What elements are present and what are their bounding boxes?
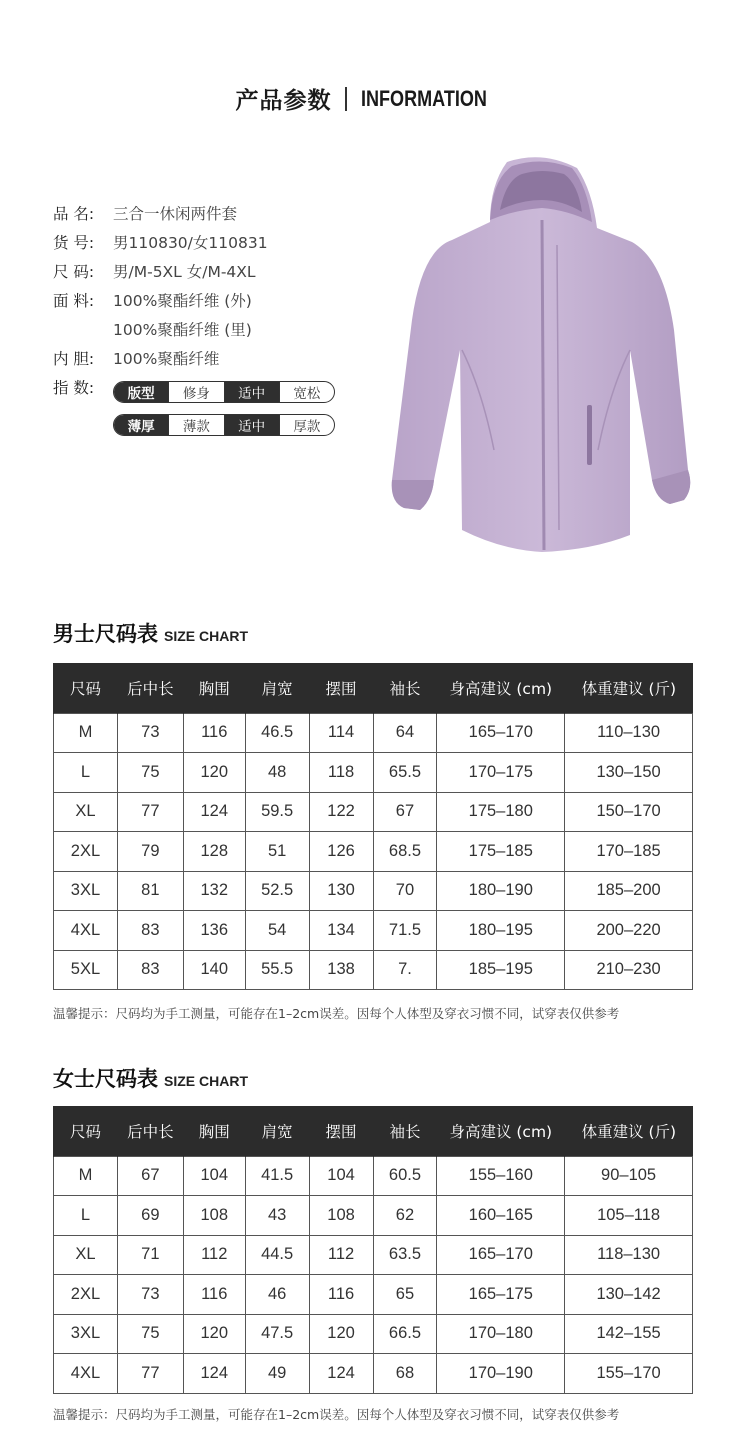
index-pill-option: 宽松 <box>279 382 334 402</box>
table-row <box>54 753 693 793</box>
table-row <box>54 1275 693 1315</box>
table-cell: 170–180 <box>437 1314 565 1354</box>
table-cell: M <box>54 1156 118 1196</box>
spec-value <box>113 287 373 345</box>
table-cell: XL <box>54 792 118 832</box>
table-cell: 60.5 <box>373 1156 437 1196</box>
women-title-en: SIZE CHART <box>164 1073 248 1089</box>
table-cell: 170–175 <box>437 753 565 793</box>
table-row <box>54 792 693 832</box>
table-cell: 75 <box>117 753 183 793</box>
table-cell: 120 <box>183 753 245 793</box>
women-size-table <box>53 1106 693 1394</box>
table-cell: L <box>54 753 118 793</box>
table-cell: 126 <box>309 832 373 872</box>
table-cell: 136 <box>183 911 245 951</box>
index-label: 指 数: <box>53 379 95 397</box>
index-row <box>53 376 373 447</box>
table-cell: 67 <box>373 792 437 832</box>
table-cell: 104 <box>183 1156 245 1196</box>
column-header: 身高建议 (cm) <box>437 663 565 713</box>
table-cell: 124 <box>183 792 245 832</box>
table-cell: 165–170 <box>437 1235 565 1275</box>
table-cell: 175–180 <box>437 792 565 832</box>
men-title-en: SIZE CHART <box>164 628 248 644</box>
table-cell: 185–195 <box>437 950 565 990</box>
table-cell: 67 <box>117 1156 183 1196</box>
spec-row <box>53 229 373 258</box>
table-cell: 90–105 <box>565 1156 693 1196</box>
men-size-note: 温馨提示：尺码均为手工测量，可能存在1–2cm误差。因每个人体型及穿衣习惯不同，试穿表仅供参考 <box>53 1006 620 1021</box>
page-header <box>0 82 750 114</box>
table-cell: 120 <box>183 1314 245 1354</box>
spec-value <box>113 229 373 258</box>
column-header: 摆围 <box>309 663 373 713</box>
spec-value-line: 男110830/女110831 <box>113 234 268 252</box>
table-header-row <box>54 663 693 713</box>
table-row <box>54 871 693 911</box>
table-cell: 112 <box>183 1235 245 1275</box>
table-row <box>54 713 693 753</box>
table-cell: 118–130 <box>565 1235 693 1275</box>
table-cell: 48 <box>245 753 309 793</box>
table-row <box>54 1354 693 1394</box>
column-header: 肩宽 <box>245 663 309 713</box>
table-header-row <box>54 1106 693 1156</box>
table-cell: 46.5 <box>245 713 309 753</box>
table-cell: 5XL <box>54 950 118 990</box>
table-cell: 73 <box>117 713 183 753</box>
index-pill-name: 薄厚 <box>114 415 168 435</box>
table-cell: 44.5 <box>245 1235 309 1275</box>
table-cell: 160–165 <box>437 1196 565 1236</box>
table-cell: 66.5 <box>373 1314 437 1354</box>
table-cell: 2XL <box>54 832 118 872</box>
table-cell: 65.5 <box>373 753 437 793</box>
index-pill-option: 适中 <box>224 382 279 402</box>
table-cell: 4XL <box>54 911 118 951</box>
index-pill <box>113 414 335 436</box>
index-pills <box>113 381 335 447</box>
table-cell: 46 <box>245 1275 309 1315</box>
table-row <box>54 832 693 872</box>
table-cell: 68 <box>373 1354 437 1394</box>
table-cell: 3XL <box>54 871 118 911</box>
table-cell: 210–230 <box>565 950 693 990</box>
table-cell: 122 <box>309 792 373 832</box>
table-cell: L <box>54 1196 118 1236</box>
table-cell: 77 <box>117 792 183 832</box>
spec-row <box>53 287 373 345</box>
column-header: 肩宽 <box>245 1106 309 1156</box>
jacket-image <box>382 150 694 570</box>
table-cell: 54 <box>245 911 309 951</box>
table-cell: 130 <box>309 871 373 911</box>
table-cell: 124 <box>309 1354 373 1394</box>
spec-label: 面 料: <box>53 292 95 310</box>
table-cell: 138 <box>309 950 373 990</box>
table-cell: 116 <box>309 1275 373 1315</box>
column-header: 尺码 <box>54 663 118 713</box>
table-cell: 112 <box>309 1235 373 1275</box>
column-header: 尺码 <box>54 1106 118 1156</box>
table-cell: 180–195 <box>437 911 565 951</box>
table-cell: 170–185 <box>565 832 693 872</box>
spec-label: 尺 码: <box>53 263 95 281</box>
table-cell: 79 <box>117 832 183 872</box>
column-header: 袖长 <box>373 1106 437 1156</box>
table-cell: 142–155 <box>565 1314 693 1354</box>
table-cell: 200–220 <box>565 911 693 951</box>
column-header: 体重建议 (斤) <box>565 663 693 713</box>
table-cell: 75 <box>117 1314 183 1354</box>
column-header: 身高建议 (cm) <box>437 1106 565 1156</box>
table-cell: 130–150 <box>565 753 693 793</box>
table-cell: 155–170 <box>565 1354 693 1394</box>
column-header: 胸围 <box>183 663 245 713</box>
spec-value-line: 100%聚酯纤维 (外) <box>113 292 252 310</box>
table-cell: 114 <box>309 713 373 753</box>
table-cell: 165–170 <box>437 713 565 753</box>
spec-row <box>53 258 373 287</box>
spec-value-line: 100%聚酯纤维 (里) <box>113 321 252 339</box>
column-header: 摆围 <box>309 1106 373 1156</box>
table-cell: 51 <box>245 832 309 872</box>
product-specs <box>53 200 373 447</box>
spec-value-line: 100%聚酯纤维 <box>113 350 220 368</box>
table-cell: M <box>54 713 118 753</box>
men-size-chart-title <box>53 618 248 648</box>
table-cell: 150–170 <box>565 792 693 832</box>
table-cell: 64 <box>373 713 437 753</box>
spec-value <box>113 200 373 229</box>
table-cell: 104 <box>309 1156 373 1196</box>
women-title-cn: 女士尺码表 <box>53 1067 158 1091</box>
table-cell: 128 <box>183 832 245 872</box>
table-cell: 180–190 <box>437 871 565 911</box>
column-header: 后中长 <box>117 1106 183 1156</box>
spec-value-line: 男/M-5XL 女/M-4XL <box>113 263 256 281</box>
table-cell: 108 <box>309 1196 373 1236</box>
table-row <box>54 911 693 951</box>
table-cell: 7. <box>373 950 437 990</box>
spec-list <box>53 200 373 374</box>
spec-row <box>53 345 373 374</box>
column-header: 袖长 <box>373 663 437 713</box>
column-header: 体重建议 (斤) <box>565 1106 693 1156</box>
table-row <box>54 1196 693 1236</box>
column-header: 后中长 <box>117 663 183 713</box>
table-cell: 59.5 <box>245 792 309 832</box>
index-pill-option: 厚款 <box>279 415 334 435</box>
table-cell: 120 <box>309 1314 373 1354</box>
table-cell: 71.5 <box>373 911 437 951</box>
table-cell: 77 <box>117 1354 183 1394</box>
header-divider <box>345 87 347 111</box>
header-title-en: INFORMATION <box>360 85 487 111</box>
table-cell: 52.5 <box>245 871 309 911</box>
table-cell: 134 <box>309 911 373 951</box>
women-size-chart-title <box>53 1063 248 1093</box>
women-size-note: 温馨提示：尺码均为手工测量，可能存在1–2cm误差。因每个人体型及穿衣习惯不同，试穿表仅供参考 <box>53 1407 620 1422</box>
men-title-cn: 男士尺码表 <box>53 622 158 646</box>
table-row <box>54 1235 693 1275</box>
table-cell: 170–190 <box>437 1354 565 1394</box>
table-cell: 140 <box>183 950 245 990</box>
table-cell: 124 <box>183 1354 245 1394</box>
table-cell: 71 <box>117 1235 183 1275</box>
table-cell: 155–160 <box>437 1156 565 1196</box>
table-cell: 65 <box>373 1275 437 1315</box>
table-cell: 110–130 <box>565 713 693 753</box>
column-header: 胸围 <box>183 1106 245 1156</box>
table-cell: 83 <box>117 911 183 951</box>
table-cell: 63.5 <box>373 1235 437 1275</box>
table-row <box>54 1314 693 1354</box>
spec-value <box>113 258 373 287</box>
table-cell: 4XL <box>54 1354 118 1394</box>
table-cell: 165–175 <box>437 1275 565 1315</box>
table-cell: 185–200 <box>565 871 693 911</box>
table-row <box>54 1156 693 1196</box>
table-cell: XL <box>54 1235 118 1275</box>
table-cell: 132 <box>183 871 245 911</box>
spec-value-line: 三合一休闲两件套 <box>113 205 238 223</box>
table-cell: 68.5 <box>373 832 437 872</box>
index-pill-option: 薄款 <box>168 415 223 435</box>
table-row <box>54 950 693 990</box>
table-cell: 81 <box>117 871 183 911</box>
table-cell: 83 <box>117 950 183 990</box>
table-cell: 3XL <box>54 1314 118 1354</box>
table-cell: 108 <box>183 1196 245 1236</box>
spec-row <box>53 200 373 229</box>
spec-value <box>113 345 373 374</box>
table-cell: 49 <box>245 1354 309 1394</box>
index-pill-option: 修身 <box>168 382 223 402</box>
table-cell: 62 <box>373 1196 437 1236</box>
table-cell: 116 <box>183 1275 245 1315</box>
table-cell: 41.5 <box>245 1156 309 1196</box>
index-pill <box>113 381 335 403</box>
spec-label: 内 胆: <box>53 350 95 368</box>
men-size-table <box>53 663 693 990</box>
table-cell: 116 <box>183 713 245 753</box>
table-cell: 175–185 <box>437 832 565 872</box>
table-cell: 73 <box>117 1275 183 1315</box>
spec-label: 货 号: <box>53 234 95 252</box>
table-cell: 55.5 <box>245 950 309 990</box>
index-pill-name: 版型 <box>114 382 168 402</box>
spec-label: 品 名: <box>53 205 95 223</box>
table-cell: 47.5 <box>245 1314 309 1354</box>
table-cell: 118 <box>309 753 373 793</box>
index-pill-option: 适中 <box>224 415 279 435</box>
table-cell: 2XL <box>54 1275 118 1315</box>
table-cell: 69 <box>117 1196 183 1236</box>
table-cell: 130–142 <box>565 1275 693 1315</box>
table-cell: 43 <box>245 1196 309 1236</box>
header-title-cn: 产品参数 <box>235 88 332 114</box>
table-cell: 70 <box>373 871 437 911</box>
table-cell: 105–118 <box>565 1196 693 1236</box>
